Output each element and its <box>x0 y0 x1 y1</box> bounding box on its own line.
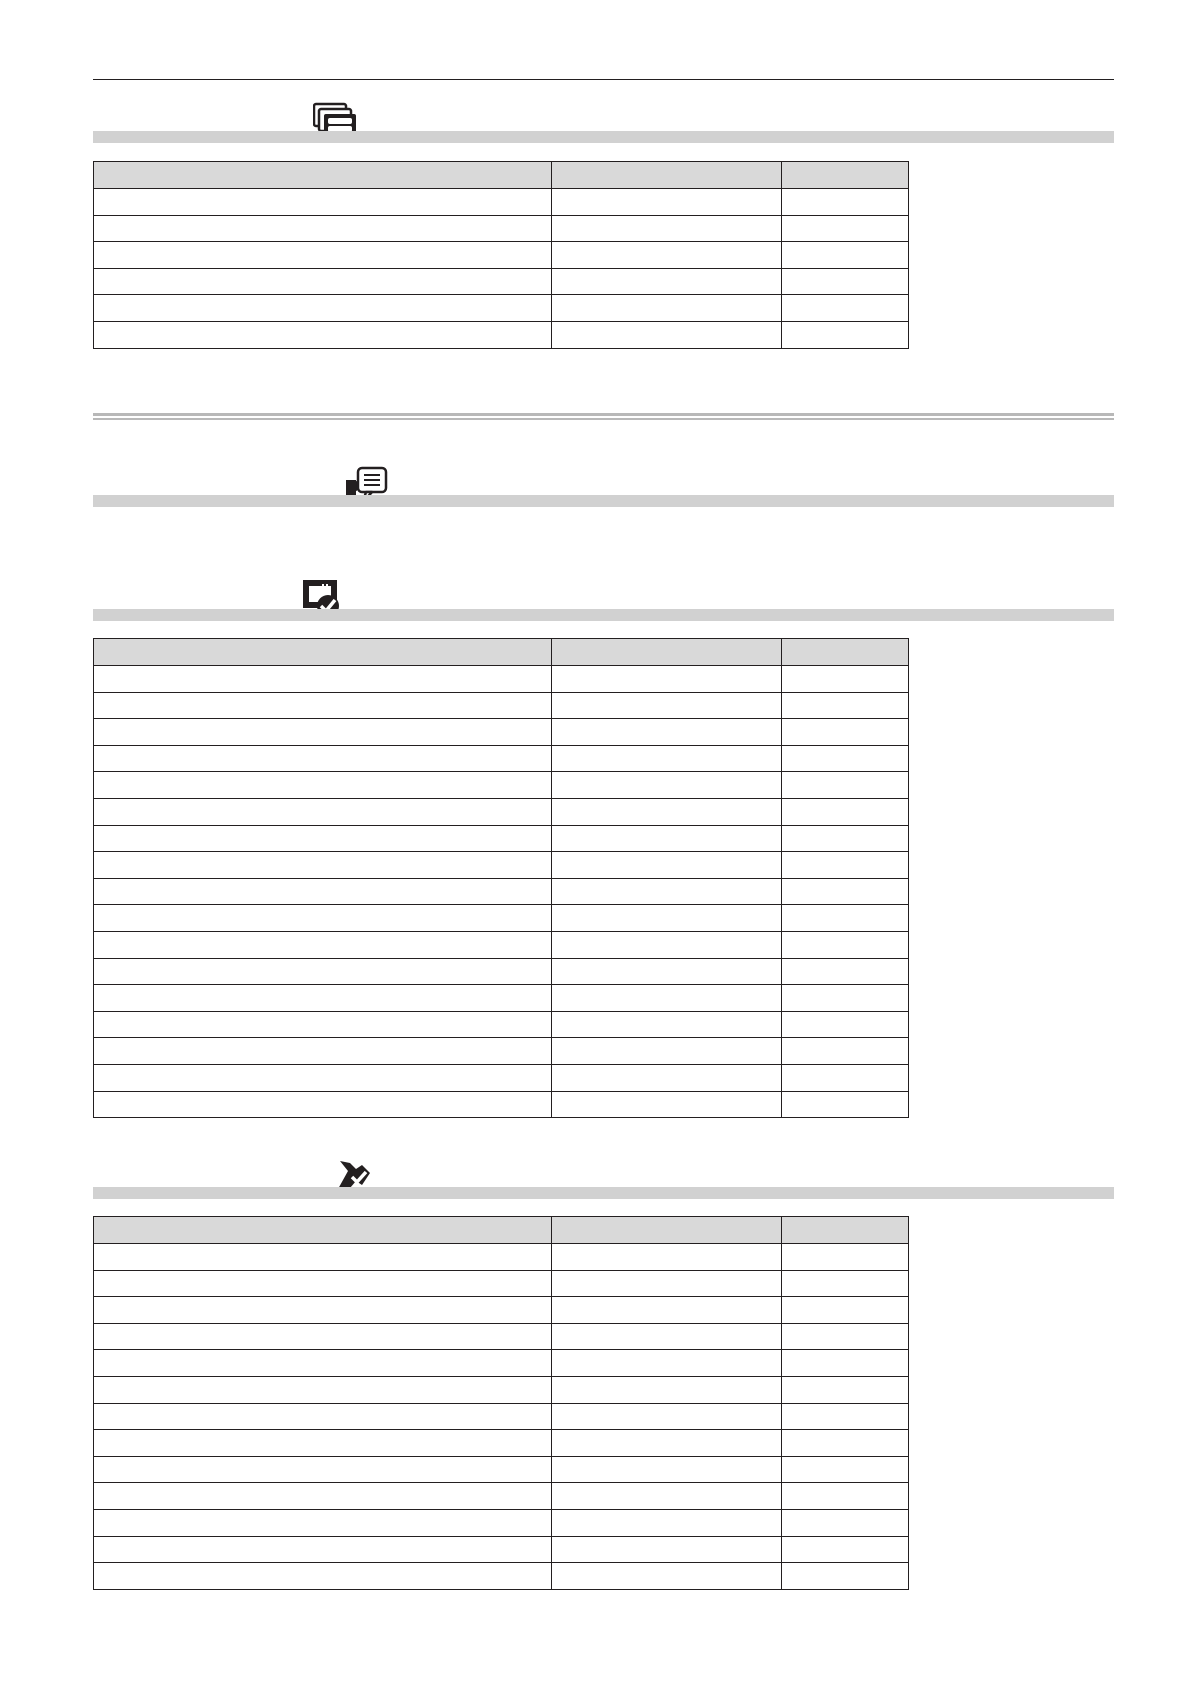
table-cell <box>94 798 552 825</box>
table-cell <box>94 905 552 932</box>
table-row <box>94 295 909 322</box>
table-row <box>94 1091 909 1118</box>
table-cell <box>782 1376 909 1403</box>
table-cell <box>782 1038 909 1065</box>
table-cell <box>94 1244 552 1271</box>
table-cell <box>782 1323 909 1350</box>
table-header-cell <box>552 1217 782 1244</box>
table-cell <box>94 666 552 693</box>
table-cell <box>782 825 909 852</box>
table-header-row <box>94 162 909 189</box>
table-row <box>94 772 909 799</box>
table-row <box>94 268 909 295</box>
menu-table <box>93 161 909 349</box>
table-cell <box>94 825 552 852</box>
table-cell <box>552 321 782 348</box>
table-cell <box>782 745 909 772</box>
table-header-row <box>94 1217 909 1244</box>
table-cell <box>782 798 909 825</box>
table-row <box>94 1376 909 1403</box>
table-row <box>94 745 909 772</box>
section-divider <box>93 413 1114 420</box>
table-cell <box>94 1483 552 1510</box>
section-band <box>93 131 1114 143</box>
table-header-cell <box>782 1217 909 1244</box>
table-cell <box>94 1350 552 1377</box>
table-header-cell <box>94 1217 552 1244</box>
table-row <box>94 878 909 905</box>
table-cell <box>782 1403 909 1430</box>
table-cell <box>782 268 909 295</box>
table-cell <box>94 692 552 719</box>
table-row <box>94 1563 909 1590</box>
table-cell <box>782 1509 909 1536</box>
table-cell <box>552 931 782 958</box>
table-cell <box>782 215 909 242</box>
table-row <box>94 189 909 216</box>
section-band <box>93 1187 1114 1199</box>
table-cell <box>94 1091 552 1118</box>
table-header-cell <box>782 639 909 666</box>
table-cell <box>782 189 909 216</box>
table-row <box>94 666 909 693</box>
table-cell <box>552 852 782 879</box>
table-cell <box>94 1536 552 1563</box>
table-cell <box>94 1323 552 1350</box>
table-row <box>94 1403 909 1430</box>
table-cell <box>782 958 909 985</box>
table-row <box>94 1297 909 1324</box>
table-cell <box>552 905 782 932</box>
table-row <box>94 1430 909 1457</box>
table-header-row <box>94 639 909 666</box>
top-rule <box>93 79 1114 80</box>
table-cell <box>782 1483 909 1510</box>
table-cell <box>552 772 782 799</box>
table-cell <box>552 1064 782 1091</box>
table-header-cell <box>782 162 909 189</box>
table-row <box>94 1038 909 1065</box>
menu-table <box>93 638 909 1118</box>
table-cell <box>552 1509 782 1536</box>
table-cell <box>552 825 782 852</box>
table-cell <box>94 1011 552 1038</box>
table-cell <box>552 1011 782 1038</box>
table-cell <box>552 1403 782 1430</box>
table-row <box>94 931 909 958</box>
table-cell <box>94 1456 552 1483</box>
table-row <box>94 958 909 985</box>
table-cell <box>552 1483 782 1510</box>
table-row <box>94 1244 909 1271</box>
section-band <box>93 609 1114 621</box>
table-row <box>94 985 909 1012</box>
table-row <box>94 1011 909 1038</box>
table-cell <box>94 1376 552 1403</box>
table-cell <box>552 215 782 242</box>
table-cell <box>552 1091 782 1118</box>
table-cell <box>782 1456 909 1483</box>
table-cell <box>552 666 782 693</box>
table-cell <box>552 1430 782 1457</box>
table-cell <box>552 189 782 216</box>
table-cell <box>782 719 909 746</box>
table-cell <box>552 958 782 985</box>
table-cell <box>782 242 909 269</box>
table-cell <box>552 1270 782 1297</box>
section-band <box>93 495 1114 507</box>
table-cell <box>782 985 909 1012</box>
table-cell <box>552 878 782 905</box>
table-row <box>94 321 909 348</box>
table-cell <box>94 189 552 216</box>
table-cell <box>552 1297 782 1324</box>
table-cell <box>94 1297 552 1324</box>
table-cell <box>94 1509 552 1536</box>
table-cell <box>94 1430 552 1457</box>
table-row <box>94 1509 909 1536</box>
table-cell <box>552 1456 782 1483</box>
table-cell <box>552 1244 782 1271</box>
table-cell <box>782 295 909 322</box>
table-row <box>94 242 909 269</box>
table-cell <box>552 1038 782 1065</box>
table-cell <box>782 1350 909 1377</box>
table-row <box>94 798 909 825</box>
table-cell <box>782 931 909 958</box>
table-cell <box>94 931 552 958</box>
table-row <box>94 1270 909 1297</box>
table-cell <box>782 1064 909 1091</box>
table-row <box>94 1350 909 1377</box>
table-header-cell <box>94 639 552 666</box>
table-cell <box>552 1563 782 1590</box>
table-cell <box>552 242 782 269</box>
table-row <box>94 825 909 852</box>
table-row <box>94 719 909 746</box>
table-cell <box>94 1038 552 1065</box>
table-row <box>94 692 909 719</box>
table-cell <box>782 666 909 693</box>
table-cell <box>782 1430 909 1457</box>
table-row <box>94 215 909 242</box>
table-cell <box>782 1244 909 1271</box>
table-cell <box>782 692 909 719</box>
table-cell <box>552 1536 782 1563</box>
table-cell <box>552 745 782 772</box>
table-cell <box>94 878 552 905</box>
table-cell <box>782 1563 909 1590</box>
table-cell <box>782 1270 909 1297</box>
table-cell <box>94 1563 552 1590</box>
table-cell <box>552 268 782 295</box>
table-cell <box>94 985 552 1012</box>
table-cell <box>94 1270 552 1297</box>
table-cell <box>552 1350 782 1377</box>
table-cell <box>782 1297 909 1324</box>
table-cell <box>782 772 909 799</box>
table-cell <box>552 1323 782 1350</box>
table-cell <box>552 295 782 322</box>
table-cell <box>782 1011 909 1038</box>
table-cell <box>94 321 552 348</box>
table-cell <box>94 295 552 322</box>
table-cell <box>94 852 552 879</box>
table-cell <box>94 1403 552 1430</box>
table-cell <box>552 692 782 719</box>
table-header-cell <box>552 639 782 666</box>
table-cell <box>782 905 909 932</box>
table-cell <box>94 719 552 746</box>
table-cell <box>552 985 782 1012</box>
table-cell <box>94 772 552 799</box>
table-cell <box>782 1091 909 1118</box>
table-row <box>94 1064 909 1091</box>
table-cell <box>94 1064 552 1091</box>
table-cell <box>94 215 552 242</box>
table-cell <box>552 1376 782 1403</box>
table-row <box>94 1456 909 1483</box>
table-row <box>94 852 909 879</box>
table-cell <box>782 321 909 348</box>
table-header-cell <box>552 162 782 189</box>
table-cell <box>94 745 552 772</box>
table-row <box>94 1536 909 1563</box>
table-cell <box>94 958 552 985</box>
table-cell <box>782 878 909 905</box>
table-cell <box>782 1536 909 1563</box>
table-cell <box>94 242 552 269</box>
table-header-cell <box>94 162 552 189</box>
table-cell <box>552 798 782 825</box>
table-row <box>94 1323 909 1350</box>
table-cell <box>94 268 552 295</box>
table-cell <box>782 852 909 879</box>
table-row <box>94 1483 909 1510</box>
table-cell <box>552 719 782 746</box>
menu-table <box>93 1216 909 1590</box>
table-row <box>94 905 909 932</box>
